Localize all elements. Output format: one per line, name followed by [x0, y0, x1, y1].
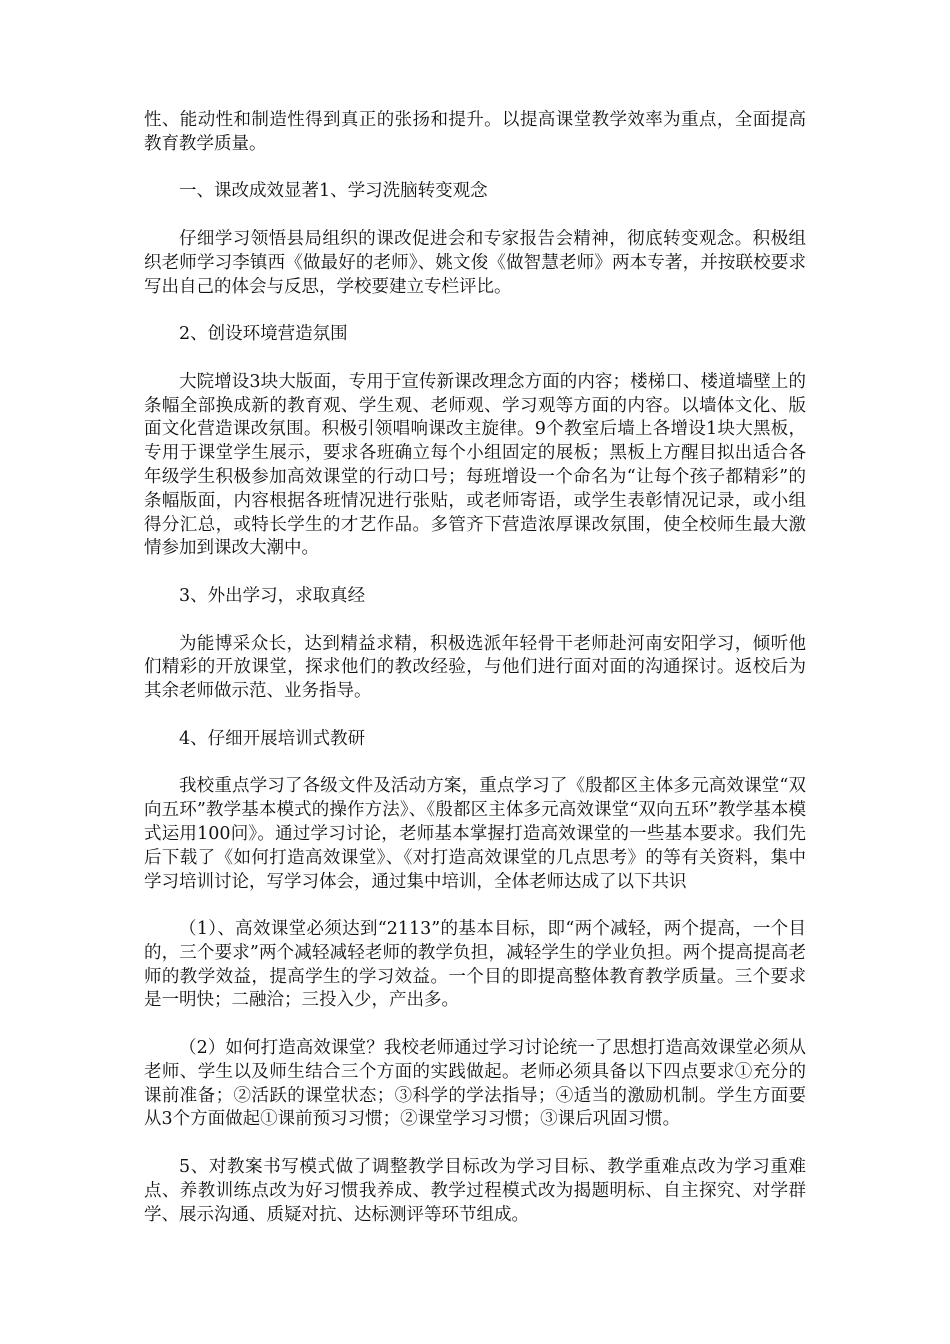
section-heading: 3、外出学习，求取真经	[179, 585, 366, 606]
body-paragraph: （1）、高效课堂必须达到“2113”的基本目标，即“两个减轻，两个提高，一个目的，三个要求”两个减轻减轻老师的教学负担，减轻学生的学业负担。两个提高提高老师的教学效益，提高学生的学习效益。一个目的即提高整体教育教学质量。三个要求是一明快；二融洽；三投入少，产出多。	[144, 919, 806, 1011]
body-paragraph: 大院增设3块大版面，专用于宣传新课改理念方面的内容；楼梯口、楼道墙壁上的条幅全部换成新的教育观、学生观、老师观、学习观等方面的内容。以墙体文化、版面文化营造课改氛围。积极引领唱响课改主旋律。9个教室后墙上各增设1块大黑板，专用于课堂学生展示，要求各班确立每个小组固定的展板；黑板上方醒目拟出适合各年级学生积极参加高效课堂的行动口号；每班增设一个命名为“让每个孩子都精彩”的条幅版面，内容根据各班情况进行张贴，或老师寄语，或学生表彰情况记录，或小组得分汇总，或特长学生的才艺作品。多管齐下营造浓厚课改氛围，使全校师生最大激情参加到课改大潮中。	[144, 371, 806, 559]
section-heading: 4、仔细开展培训式教研	[179, 728, 366, 749]
section-heading: 一、课改成效显著1、学习洗脑转变观念	[179, 181, 488, 202]
body-paragraph: 我校重点学习了各级文件及活动方案，重点学习了《殷都区主体多元高效课堂“双向五环”教学基本模式的操作方法》、《殷都区主体多元高效课堂“双向五环”教学基本模式运用100问》。通过学习讨论，老师基本掌握打造高效课堂的一些基本要求。我们先后下载了《如何打造高效课堂》、《对打造高效课堂的几点思考》的等有关资料，集中学习培训讨论，写学习体会，通过集中培训，全体老师达成了以下共识	[144, 776, 806, 892]
body-paragraph: 性、能动性和制造性得到真正的张扬和提升。以提高课堂教学效率为重点，全面提高教育教学质量。	[144, 110, 806, 154]
body-paragraph: （2）如何打造高效课堂？我校老师通过学习讨论统一了思想打造高效课堂必须从老师、学生以及师生结合三个方面的实践做起。老师必须具备以下四点要求①充分的课前准备；②活跃的课堂状态；③科学的学法指导；④适当的激励机制。学生方面要从3个方面做起①课前预习习惯；②课堂学习习惯；③课后巩固习惯。	[144, 1038, 806, 1130]
document-page	[144, 109, 806, 1251]
section-heading: 2、创设环境营造氛围	[179, 324, 348, 345]
body-paragraph: 为能博采众长，达到精益求精，积极选派年轻骨干老师赴河南安阳学习，倾听他们精彩的开放课堂，探求他们的教改经验，与他们进行面对面的沟通探讨。返校后为其余老师做示范、业务指导。	[144, 633, 806, 702]
body-paragraph: 仔细学习领悟县局组织的课改促进会和专家报告会精神，彻底转变观念。积极组织老师学习李镇西《做最好的老师》、姚文俊《做智慧老师》两本专著，并按联校要求写出自己的体会与反思，学校要建立专栏评比。	[144, 228, 806, 297]
body-paragraph: 5、对教案书写模式做了调整教学目标改为学习目标、教学重难点改为学习重难点、养教训练点改为好习惯我养成、教学过程模式改为揭题明标、自主探究、对学群学、展示沟通、质疑对抗、达标测评等环节组成。	[144, 1157, 806, 1225]
